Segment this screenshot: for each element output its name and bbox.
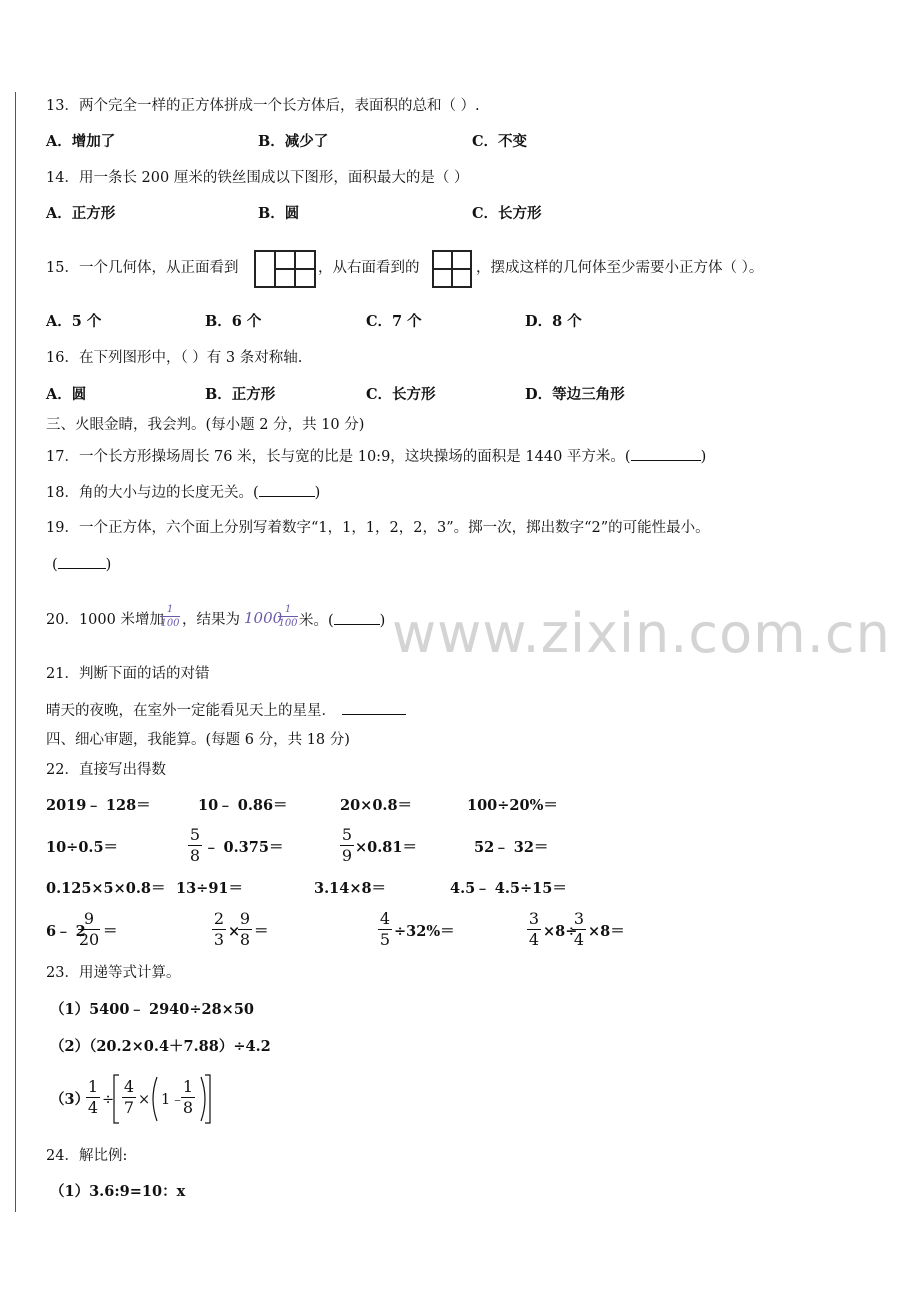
q23-expr-3-label: （3） xyxy=(50,1091,90,1108)
q17-close: ) xyxy=(700,449,707,465)
frac-num: 5 xyxy=(341,825,353,844)
frac-den: 7 xyxy=(123,1098,135,1117)
q22-r2-2-text: ﹣ 0.375＝ xyxy=(204,839,284,856)
q15-option-d: D．8 个 xyxy=(525,313,582,330)
frac-den: 4 xyxy=(528,930,540,949)
front-view-figure xyxy=(254,247,316,289)
frac-den: 8 xyxy=(189,846,201,865)
q22-r1-3: 20×0.8＝ xyxy=(340,797,413,814)
frac-num: 5 xyxy=(189,825,201,844)
q22-r2-3-text: ×0.81＝ xyxy=(355,839,417,856)
q20-result-whole: 1000 xyxy=(244,609,283,627)
q24-stem: 24．解比例: xyxy=(46,1148,128,1164)
q20-result-fraction xyxy=(278,604,298,629)
watermark: www.zixin.com.cn xyxy=(392,602,891,665)
q23-expr-2: （2）（20.2×0.4＋7.88）÷4.2 xyxy=(50,1038,271,1055)
q19-open: ( xyxy=(52,557,58,573)
q21-statement xyxy=(46,700,406,721)
q22-r4-4-frac-a xyxy=(527,910,541,949)
q22-r3-1: 0.125×5×0.8＝ xyxy=(46,880,166,897)
q20-frac-num: 1 xyxy=(166,604,174,615)
q15-stem-part3: ，摆成这样的几何体至少需要小正方体（ ）。 xyxy=(476,260,764,276)
q13-stem: 13．两个完全一样的正方体拼成一个长方体后，表面积的总和（ ）. xyxy=(46,98,480,114)
section-4-heading: 四、细心审题，我能算。(每题 6 分，共 18 分) xyxy=(46,732,350,748)
frac-den: 4 xyxy=(87,1098,99,1117)
q20-answer-blank[interactable] xyxy=(334,610,380,625)
q22-r4-4-op: ×8÷ xyxy=(543,923,578,940)
q19-answer xyxy=(52,554,111,575)
q16-option-d: D．等边三角形 xyxy=(525,386,625,403)
frac-num: 1 xyxy=(87,1077,99,1096)
frac-den: 3 xyxy=(213,930,225,949)
q13-option-c: C．不变 xyxy=(472,133,528,150)
q16-stem: 16．在下列图形中，（ ）有 3 条对称轴. xyxy=(46,350,303,366)
frac-num: 3 xyxy=(528,909,540,928)
q22-r3-2: 13÷91＝ xyxy=(176,880,244,897)
q22-r2-2-fraction xyxy=(188,826,202,865)
q18-text xyxy=(46,482,320,503)
frac-num: 3 xyxy=(573,909,585,928)
q22-r1-1: 2019﹣ 128＝ xyxy=(46,797,151,814)
q22-r2-1: 10÷0.5＝ xyxy=(46,839,119,856)
q21-stem: 21．判断下面的话的对错 xyxy=(46,666,210,682)
q22-r4-2-frac-a xyxy=(212,910,226,949)
q22-r3-3: 3.14×8＝ xyxy=(314,880,387,897)
q23-stem: 23．用递等式计算。 xyxy=(46,965,181,981)
q20-part2: ，结果为 xyxy=(182,612,240,628)
q22-r4-2-frac-b xyxy=(238,910,252,949)
q23-e3-frac-a xyxy=(86,1078,100,1117)
q22-r4-3-fraction xyxy=(378,910,392,949)
q17-text xyxy=(46,446,706,467)
q14-option-c: C．长方形 xyxy=(472,205,542,222)
q23-e3-frac-b xyxy=(122,1078,136,1117)
q22-r4-2-op: × xyxy=(228,923,241,940)
frac-den: 8 xyxy=(182,1098,194,1117)
q19-close: ) xyxy=(105,557,112,573)
q24-expr-1: （1）3.6:9=10：x xyxy=(50,1183,186,1200)
q15-option-c: C．7 个 xyxy=(366,313,422,330)
q23-e3-frac-c xyxy=(181,1078,195,1117)
q20-result-num: 1 xyxy=(284,604,292,615)
q22-r2-4: 52﹣ 32＝ xyxy=(474,839,549,856)
margin-line xyxy=(15,92,16,1212)
q20-fraction xyxy=(160,604,180,629)
q18-answer-blank[interactable] xyxy=(259,482,315,497)
frac-den: 9 xyxy=(341,846,353,865)
q22-r4-4-eq: ×8＝ xyxy=(588,923,625,940)
frac-num: 9 xyxy=(83,909,95,928)
q22-r1-4: 100÷20%＝ xyxy=(467,797,558,814)
q23-e3-one-minus: 1﹣ xyxy=(161,1092,185,1108)
q21-line: 晴天的夜晚，在室外一定能看见天上的星星． xyxy=(46,703,336,719)
q23-expr-1: （1）5400﹣ 2940÷28×50 xyxy=(50,1001,255,1018)
q21-answer-blank[interactable] xyxy=(342,700,406,715)
q22-r4-1-eq: ＝ xyxy=(103,923,118,940)
q20-result-den: 100 xyxy=(278,618,298,629)
q20-frac-den: 100 xyxy=(160,618,180,629)
q23-e3-mul: × xyxy=(138,1092,151,1108)
q17-stem: 17．一个长方形操场周长 76 米，长与宽的比是 10:9，这块操场的面积是 1440 平方米。( xyxy=(46,449,631,465)
frac-num: 2 xyxy=(213,909,225,928)
frac-den: 4 xyxy=(573,930,585,949)
q15-stem-part2: ，从右面看到的 xyxy=(318,260,420,276)
frac-num: 4 xyxy=(379,909,391,928)
q19-stem: 19．一个正方体，六个面上分别写着数字“1，1，1，2，2，3”。掷一次，掷出数字“2”的可能性最小。 xyxy=(46,520,710,536)
q22-r4-4-frac-b xyxy=(572,910,586,949)
q14-stem: 14．用一条长 200 厘米的铁丝围成以下图形，面积最大的是（ ） xyxy=(46,170,469,186)
q19-answer-blank[interactable] xyxy=(58,554,106,569)
q23-e3-div: ÷ xyxy=(102,1092,115,1108)
q22-r3-4: 4.5﹣ 4.5÷15＝ xyxy=(450,880,567,897)
frac-num: 1 xyxy=(182,1077,194,1096)
q13-option-a: A．增加了 xyxy=(46,133,116,150)
section-3-heading: 三、火眼金睛，我会判。(每小题 2 分，共 10 分) xyxy=(46,417,365,433)
q16-option-a: A．圆 xyxy=(46,386,87,403)
q22-r4-1-prefix: 6﹣ 2 xyxy=(46,923,86,940)
q22-r1-2: 10﹣ 0.86＝ xyxy=(198,797,288,814)
q20-suffix: 米。( xyxy=(299,613,334,629)
q18-close: ) xyxy=(314,485,321,501)
frac-den: 20 xyxy=(78,930,100,949)
q20-part3 xyxy=(299,610,385,631)
q22-r4-3-text: ÷32%＝ xyxy=(394,923,455,940)
q18-stem: 18．角的大小与边的长度无关。( xyxy=(46,485,259,501)
q17-answer-blank[interactable] xyxy=(631,446,701,461)
frac-num: 9 xyxy=(239,909,251,928)
q14-option-a: A．正方形 xyxy=(46,205,116,222)
frac-num: 4 xyxy=(123,1077,135,1096)
frac-den: 5 xyxy=(379,930,391,949)
q15-stem-part1: 15．一个几何体，从正面看到 xyxy=(46,260,239,276)
right-view-figure xyxy=(432,247,474,289)
q20-part1: 20．1000 米增加 xyxy=(46,612,164,628)
q22-r4-2-eq: ＝ xyxy=(254,923,269,940)
q14-option-b: B．圆 xyxy=(258,205,300,222)
q15-option-b: B．6 个 xyxy=(205,313,262,330)
q22-r4-1-fraction xyxy=(78,910,100,949)
q22-stem: 22．直接写出得数 xyxy=(46,762,166,778)
q22-r2-3-fraction xyxy=(340,826,354,865)
q15-option-a: A．5 个 xyxy=(46,313,102,330)
q16-option-c: C．长方形 xyxy=(366,386,436,403)
q16-option-b: B．正方形 xyxy=(205,386,276,403)
q13-option-b: B．减少了 xyxy=(258,133,329,150)
q20-close: ) xyxy=(379,613,386,629)
frac-den: 8 xyxy=(239,930,251,949)
